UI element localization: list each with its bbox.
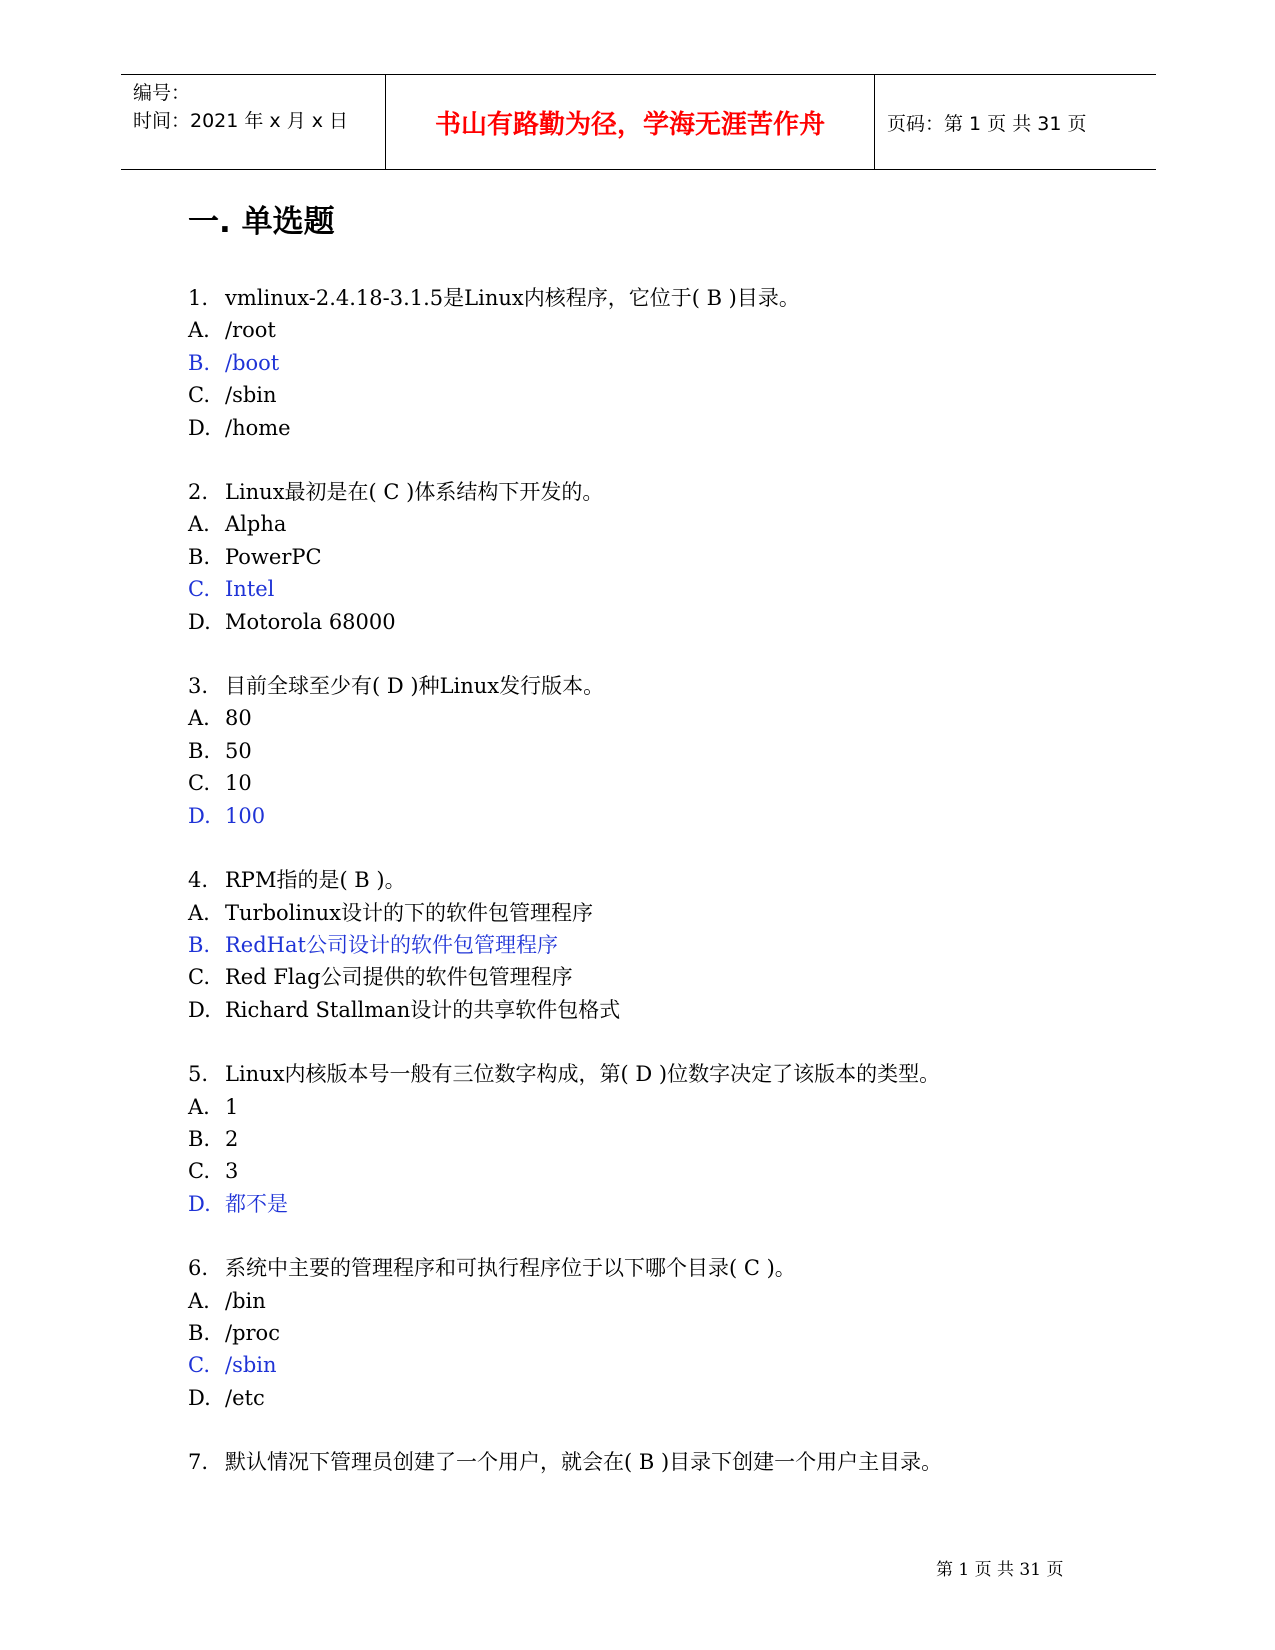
option-text: /sbin (225, 383, 277, 408)
option-text: Red Flag公司提供的软件包管理程序 (225, 965, 573, 990)
header-meta (121, 75, 386, 169)
option-letter: B. (188, 544, 211, 569)
option-text: Motorola 68000 (225, 609, 396, 634)
option-letter: B. (188, 350, 211, 375)
question-text (188, 670, 1128, 702)
option-letter: C. (188, 1353, 210, 1378)
option-d-correct (188, 1188, 1128, 1220)
question-3 (188, 670, 1128, 832)
option-d (188, 606, 1128, 638)
question-text (188, 864, 1128, 896)
question-number: 2. (188, 480, 209, 505)
option-b-correct (188, 929, 1128, 961)
question-stem: Linux最初是在( C )体系结构下开发的。 (225, 480, 604, 505)
question-4 (188, 864, 1128, 1026)
option-c (188, 961, 1128, 993)
option-letter: C. (188, 965, 210, 990)
option-c (188, 767, 1128, 799)
option-text: RedHat公司设计的软件包管理程序 (225, 932, 558, 957)
question-text (188, 476, 1128, 508)
option-letter: B. (188, 1320, 211, 1345)
option-letter: A. (188, 512, 210, 537)
option-text: /root (225, 318, 276, 343)
page-footer: 第 1 页 共 31 页 (936, 1560, 1064, 1580)
question-stem: vmlinux-2.4.18-3.1.5是Linux内核程序，它位于( B )目录。 (225, 286, 800, 310)
option-letter: B. (188, 738, 211, 763)
option-letter: A. (188, 1288, 210, 1313)
option-text: /boot (225, 350, 280, 375)
option-letter: C. (188, 771, 210, 796)
option-letter: A. (188, 900, 210, 925)
option-text: 50 (225, 738, 252, 763)
option-c-correct (188, 573, 1128, 605)
question-number: 3. (188, 674, 209, 699)
option-text: 2 (225, 1126, 239, 1151)
question-7 (188, 1446, 1128, 1478)
question-5 (188, 1058, 1128, 1220)
option-text: Richard Stallman设计的共享软件包格式 (225, 997, 621, 1022)
option-text: 100 (225, 803, 266, 828)
option-letter: D. (188, 415, 211, 440)
option-text: Alpha (225, 512, 287, 537)
option-a (188, 1091, 1128, 1123)
option-text: 80 (225, 706, 252, 731)
option-text: /proc (225, 1320, 280, 1345)
option-letter: B. (188, 932, 211, 957)
option-a (188, 1285, 1128, 1317)
option-text: /etc (225, 1385, 265, 1410)
question-number: 7. (188, 1450, 209, 1475)
time-label: 时间：2021 年 x 月 x 日 (133, 110, 349, 132)
option-letter: C. (188, 577, 210, 602)
option-letter: D. (188, 997, 211, 1022)
option-b (188, 1317, 1128, 1349)
question-number: 6. (188, 1256, 209, 1281)
option-text: /home (225, 415, 291, 440)
question-1 (188, 282, 1128, 444)
option-letter: D. (188, 1191, 211, 1216)
option-a (188, 897, 1128, 929)
question-number: 5. (188, 1062, 209, 1087)
option-a (188, 314, 1128, 346)
option-text: 10 (225, 771, 252, 796)
question-stem: 默认情况下管理员创建了一个用户，就会在( B )目录下创建一个用户主目录。 (225, 1450, 943, 1475)
question-6 (188, 1252, 1128, 1414)
question-2 (188, 476, 1128, 638)
number-label: 编号： (133, 82, 191, 104)
option-text: 1 (225, 1094, 239, 1119)
option-text: 都不是 (225, 1191, 288, 1216)
question-stem: RPM指的是( B )。 (225, 868, 406, 893)
question-stem: 系统中主要的管理程序和可执行程序位于以下哪个目录( C )。 (225, 1256, 796, 1281)
option-letter: A. (188, 318, 210, 343)
option-a (188, 702, 1128, 734)
question-text (188, 282, 1128, 314)
option-d (188, 994, 1128, 1026)
question-list (188, 282, 1128, 1511)
option-b-correct (188, 347, 1128, 379)
option-c-correct (188, 1349, 1128, 1381)
option-text: Intel (225, 577, 275, 602)
option-letter: A. (188, 1094, 210, 1119)
question-number: 4. (188, 868, 209, 893)
option-b (188, 541, 1128, 573)
option-d-correct (188, 800, 1128, 832)
question-number: 1. (188, 286, 209, 310)
option-b (188, 735, 1128, 767)
option-text: 3 (225, 1159, 239, 1184)
option-letter: D. (188, 609, 211, 634)
option-c (188, 1155, 1128, 1187)
header-page-label: 页码：第 1 页 共 31 页 (887, 112, 1087, 135)
header-motto: 书山有路勤为径，学海无涯苦作舟 (386, 75, 875, 169)
option-d (188, 412, 1128, 444)
option-text: /bin (225, 1288, 266, 1313)
option-letter: C. (188, 383, 210, 408)
question-text (188, 1058, 1128, 1090)
question-stem: 目前全球至少有( D )种Linux发行版本。 (225, 674, 605, 699)
question-text (188, 1252, 1128, 1284)
section-title: 一. 单选题 (188, 204, 335, 240)
option-text: /sbin (225, 1353, 277, 1378)
question-stem: Linux内核版本号一般有三位数字构成，第( D )位数字决定了该版本的类型。 (225, 1062, 941, 1087)
option-letter: A. (188, 706, 210, 731)
question-text (188, 1446, 1128, 1478)
option-text: PowerPC (225, 544, 322, 569)
option-letter: B. (188, 1126, 211, 1151)
option-a (188, 508, 1128, 540)
option-letter: D. (188, 803, 211, 828)
option-letter: C. (188, 1159, 210, 1184)
option-letter: D. (188, 1385, 211, 1410)
page-header (121, 74, 1156, 170)
option-b (188, 1123, 1128, 1155)
option-d (188, 1382, 1128, 1414)
option-c (188, 379, 1128, 411)
option-text: Turbolinux设计的下的软件包管理程序 (225, 900, 593, 925)
